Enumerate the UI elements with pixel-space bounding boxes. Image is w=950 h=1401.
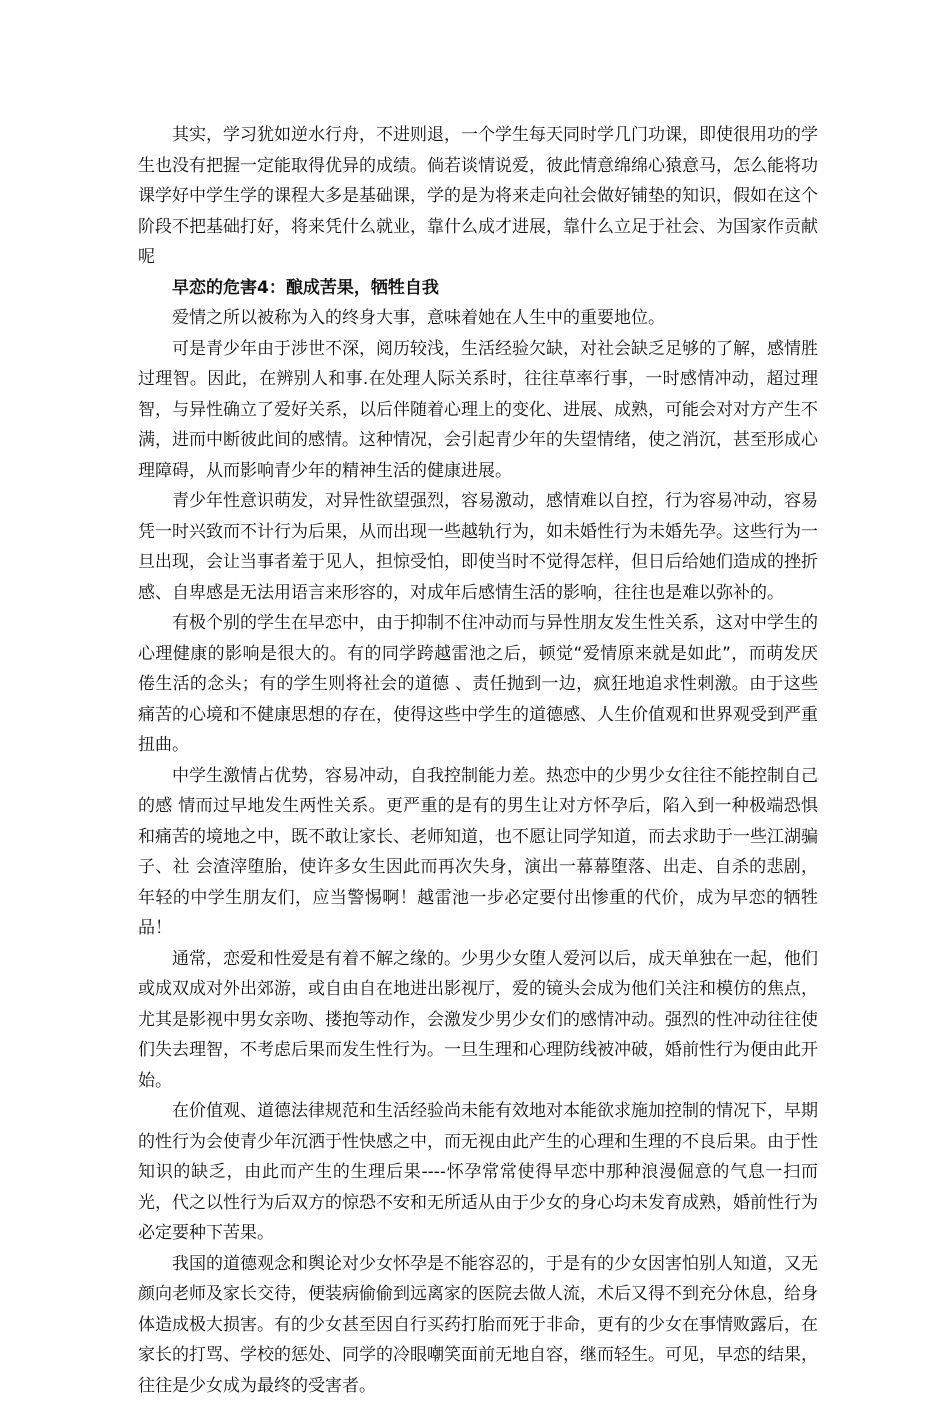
- paragraph-victims: 我国的道德观念和舆论对少女怀孕是不能容忍的，于是有的少女因害怕别人知道，又无颜向老师及家长交待，便装病偷偷到远离家的医院去做人流，术后又得不到充分休息，给身体造成极大损害。有的少女甚至因自行买药打胎而死于非命，更有的少女在事情败露后，在家长的打骂、学校的惩处、同学的冷眼嘲笑面前无地自容，继而轻生。可见，早恋的结果，往往是少女成为最终的受害者。: [138, 1249, 818, 1401]
- paragraph-inexperience: 可是青少年由于涉世不深，阅历较浅，生活经验欠缺，对社会缺乏足够的了解，感情胜过理智。因此，在辨别人和事.在处理人际关系时，往往草率行事，一时感情冲动，超过理智，与异性确立了爱好关系，以后伴随着心理上的变化、进展、成熟，可能会对对方产生不满，进而中断彼此间的感情。这种情况，会引起青少年的失望情绪，使之消沉，甚至形成心理障碍，从而影响青少年的精神生活的健康进展。: [138, 334, 818, 487]
- paragraph-love-importance: 爱情之所以被称为入的终身大事，意味着她在人生中的重要地位。: [138, 303, 818, 334]
- paragraph-study: 其实，学习犹如逆水行舟，不进则退，一个学生每天同时学几门功课，即使很用功的学生也没有把握一定能取得优异的成绩。倘若谈情说爱，彼此情意绵绵心猿意马，怎么能将功课学好中学生学的课程大多是基础课，学的是为将来走向社会做好铺垫的知识，假如在这个阶段不把基础打好，将来凭什么就业，靠什么成才进展，靠什么立足于社会、为国家作贡献呢: [138, 120, 818, 273]
- document-page: [138, 120, 818, 1401]
- paragraph-self-control: 中学生激情占优势，容易冲动，自我控制能力差。热恋中的少男少女往往不能控制自己的感 情而过早地发生两性关系。更严重的是有的男生让对方怀孕后，陷入到一种极端恐惧和痛苦的境地之中，既不敢让家长、老师知道，也不愿让同学知道，而去求助于一些江湖骗子、社 会渣滓堕胎，使许多女生因此而再次失身，演出一幕幕堕落、出走、自杀的悲剧，年轻的中学生朋友们，应当警惕啊！越雷池一步必定要付出惨重的代价，成为早恋的牺牲品！: [138, 761, 818, 944]
- paragraph-impulsive-behavior: 青少年性意识萌发，对异性欲望强烈，容易激动，感情难以自控，行为容易冲动，容易凭一时兴致而不计行为后果，从而出现一些越轨行为，如未婚性行为未婚先孕。这些行为一旦出现，会让当事者羞于见人，担惊受怕，即使当时不觉得怎样，但日后给她们造成的挫折感、自卑感是无法用语言来形容的，对成年后感情生活的影响，往往也是难以弥补的。: [138, 486, 818, 608]
- paragraph-love-and-sex: 通常，恋爱和性爱是有着不解之缘的。少男少女堕人爱河以后，成天单独在一起，他们或成双成对外出郊游，或自由自在地进出影视厅，爱的镜头会成为他们关注和模仿的焦点，尤其是影视中男女亲吻、搂抱等动作，会激发少男少女们的感情冲动。强烈的性冲动往往使们失去理智，不考虑后果而发生性行为。一旦生理和心理防线被冲破，婚前性行为便由此开始。: [138, 944, 818, 1097]
- paragraph-consequences: 在价值观、道德法律规范和生活经验尚未能有效地对本能欲求施加控制的情况下，早期的性行为会使青少年沉洒于性快感之中，而无视由此产生的心理和生理的不良后果。由于性知识的缺乏，由此而产生的生理后果----怀孕常常使得早恋中那种浪漫倔意的气息一扫而光，代之以性行为后双方的惊恐不安和无所适从由于少女的身心均未发育成熟，婚前性行为必定要种下苦果。: [138, 1096, 818, 1249]
- section-heading: 早恋的危害4：酿成苦果，牺牲自我: [138, 273, 818, 304]
- paragraph-mental-health: 有极个别的学生在早恋中，由于抑制不住冲动而与异性朋友发生性关系，这对中学生的心理健康的影响是很大的。有的同学跨越雷池之后，顿觉“爱情原来就是如此”，而萌发厌倦生活的念头；有的学生则将社会的道德 、责任抛到一边，疯狂地追求性刺激。由于这些痛苦的心境和不健康思想的存在，使得这些中学生的道德感、人生价值观和世界观受到严重扭曲。: [138, 608, 818, 761]
